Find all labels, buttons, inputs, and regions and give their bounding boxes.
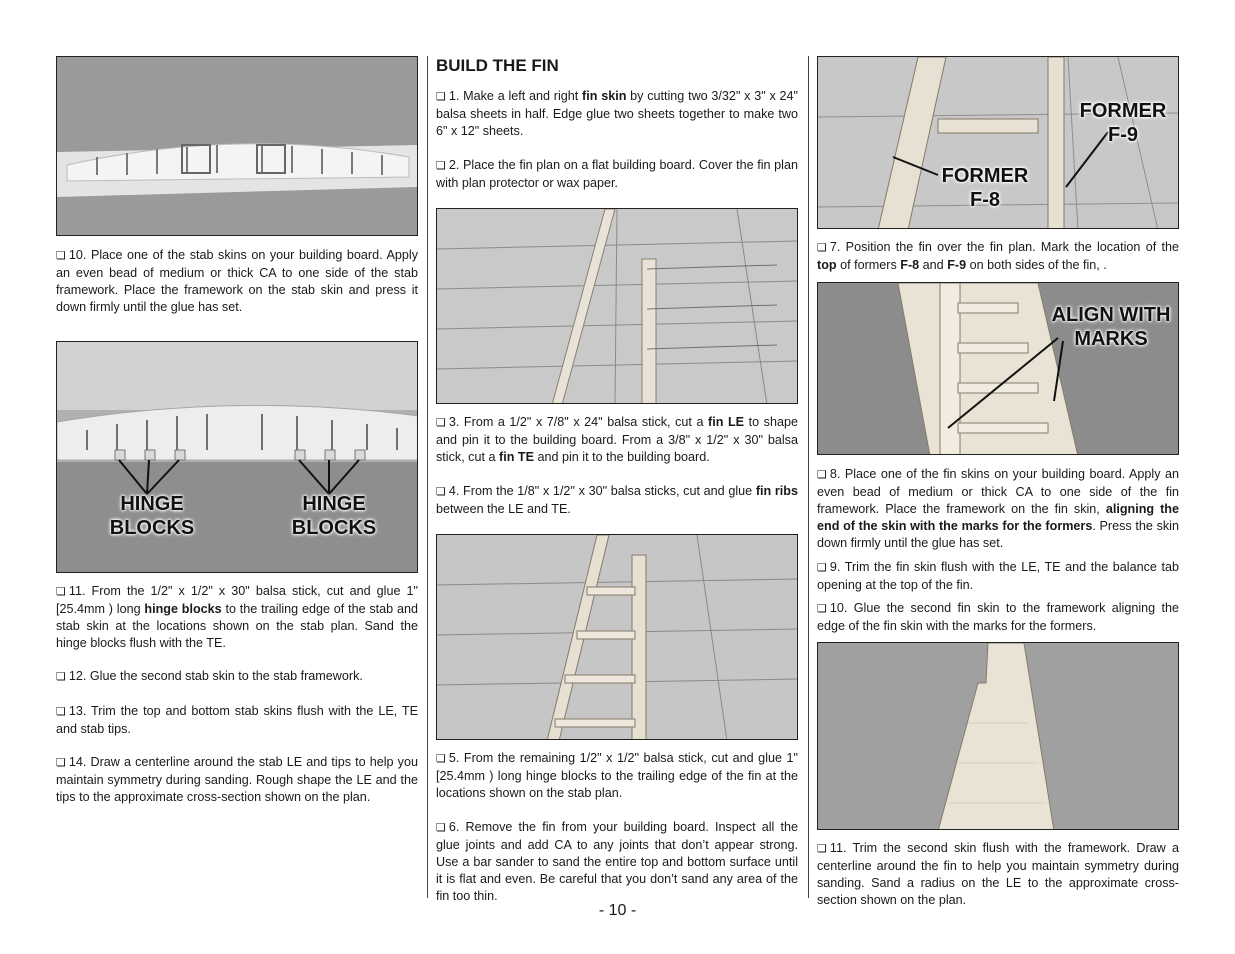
callout-hinge-blocks-right: HINGE BLOCKS bbox=[291, 493, 377, 539]
checkbox-icon[interactable]: ❏ bbox=[436, 417, 446, 429]
checkbox-icon[interactable]: ❏ bbox=[436, 91, 446, 103]
checkbox-icon[interactable]: ❏ bbox=[436, 753, 446, 765]
column-divider bbox=[808, 56, 809, 898]
fin-step-9: ❏ 9. Trim the fin skin flush with the LE, TE and the balance tab opening at the top of the fin. bbox=[817, 560, 1179, 592]
checkbox-icon[interactable]: ❏ bbox=[56, 757, 66, 769]
checkbox-icon[interactable]: ❏ bbox=[56, 671, 66, 683]
checkbox-icon[interactable]: ❏ bbox=[817, 843, 827, 855]
fin-step-2: ❏ 2. Place the fin plan on a flat building board. Cover the fin plan with plan protector or wax paper. bbox=[436, 158, 798, 190]
fin-step-6: ❏ 6. Remove the fin from your building board. Inspect all the glue joints and add CA to any joints that don’t appear strong. Use a bar sander to sand the entire top and bottom surface until it is flat and even. Be careful that you don’t sand any area of the fin too thin. bbox=[436, 820, 798, 903]
stab-step-13: ❏ 13. Trim the top and bottom stab skins flush with the LE, TE and stab tips. bbox=[56, 704, 418, 736]
column-divider bbox=[427, 56, 428, 898]
checkbox-icon[interactable]: ❏ bbox=[817, 603, 827, 615]
fin-step-4: ❏ 4. From the 1/8" x 1/2" x 30" balsa sticks, cut and glue fin ribs between the LE and TE. bbox=[436, 484, 799, 516]
fin-step-5: ❏ 5. From the remaining 1/2" x 1/2" balsa stick, cut and glue 1" [25.4mm ) long hinge blocks to the trailing edge of the fin at the locations shown on the stab plan. bbox=[436, 751, 798, 800]
photo-stab-framework bbox=[56, 56, 418, 236]
callout-align-with-marks: ALIGN WITH MARKS bbox=[1051, 304, 1171, 350]
page-number: - 10 - bbox=[598, 902, 637, 919]
fin-step-1: ❏ 1. Make a left and right fin skin by cutting two 3/32" x 3" x 24" balsa sheets in half. Edge glue two sheets together to make two 6" x 12" sheets. bbox=[436, 89, 798, 138]
checkbox-icon[interactable]: ❏ bbox=[436, 160, 446, 172]
checkbox-icon[interactable]: ❏ bbox=[436, 822, 446, 834]
stab-step-12: ❏ 12. Glue the second stab skin to the stab framework. bbox=[56, 669, 363, 683]
column-2 bbox=[436, 56, 798, 905]
callout-former-f9: FORMER F-9 bbox=[1079, 100, 1167, 146]
photo-formers bbox=[817, 56, 1179, 229]
photo-hinge-blocks bbox=[56, 341, 418, 573]
fin-step-10: ❏ 10. Glue the second fin skin to the framework aligning the edge of the fin skin with the marks for the formers. bbox=[817, 601, 1179, 633]
checkbox-icon[interactable]: ❏ bbox=[436, 486, 446, 498]
column-1 bbox=[56, 56, 418, 806]
checkbox-icon[interactable]: ❏ bbox=[56, 586, 66, 598]
checkbox-icon[interactable]: ❏ bbox=[56, 250, 66, 262]
column-3 bbox=[817, 56, 1179, 909]
checkbox-icon[interactable]: ❏ bbox=[817, 469, 827, 481]
checkbox-icon[interactable]: ❏ bbox=[817, 562, 827, 574]
checkbox-icon[interactable]: ❏ bbox=[817, 242, 827, 254]
callout-hinge-blocks-left: HINGE BLOCKS bbox=[109, 493, 195, 539]
stab-step-10: ❏ 10. Place one of the stab skins on your building board. Apply an even bead of medium or thick CA to one side of the stab framework. Place the framework on the stab skin and press it down firmly until the glue has set. bbox=[56, 248, 418, 314]
photo-fin-ribs bbox=[436, 534, 798, 740]
fin-step-8: ❏ 8. Place one of the fin skins on your building board. Apply an even bead of medium or thick CA to one side of the fin framework. Place the framework on the fin skin, aligning the end of the skin with the marks for the formers. Press the skin down firmly until the glue has set. bbox=[817, 467, 1179, 550]
photo-align-marks bbox=[817, 282, 1179, 455]
photo-fin-skinned bbox=[817, 642, 1179, 830]
checkbox-icon[interactable]: ❏ bbox=[56, 706, 66, 718]
callout-former-f8: FORMER F-8 bbox=[941, 165, 1029, 211]
fin-step-7: ❏ 7. Position the fin over the fin plan. Mark the location of the top of formers F-8 and F-9 on both sides of the fin, . bbox=[817, 240, 1179, 272]
photo-fin-le-te bbox=[436, 208, 798, 404]
fin-step-3: ❏ 3. From a 1/2" x 7/8" x 24" balsa stick, cut a fin LE to shape and pin it to the building board. From a 3/8" x 1/2" x 30" balsa stick, cut a fin TE and pin it to the building board. bbox=[436, 415, 798, 464]
stab-step-11: ❏ 11. From the 1/2" x 1/2" x 30" balsa stick, cut and glue 1" [25.4mm ) long hinge blocks to the trailing edge of the stab and stab skin at the locations shown on the stab plan. Sand the hinge blocks flush with the TE. bbox=[56, 584, 418, 650]
stab-step-14: ❏ 14. Draw a centerline around the stab LE and tips to help you maintain symmetry during sanding. Rough shape the LE and the tips to the approximate cross-section shown on the plan. bbox=[56, 755, 418, 804]
fin-step-11: ❏ 11. Trim the second skin flush with the framework. Draw a centerline around the fin to help you maintain symmetry during sanding. Sand a radius on the LE to the approximate cross-section shown on the plan. bbox=[817, 841, 1179, 907]
section-heading: BUILD THE FIN bbox=[436, 56, 559, 75]
